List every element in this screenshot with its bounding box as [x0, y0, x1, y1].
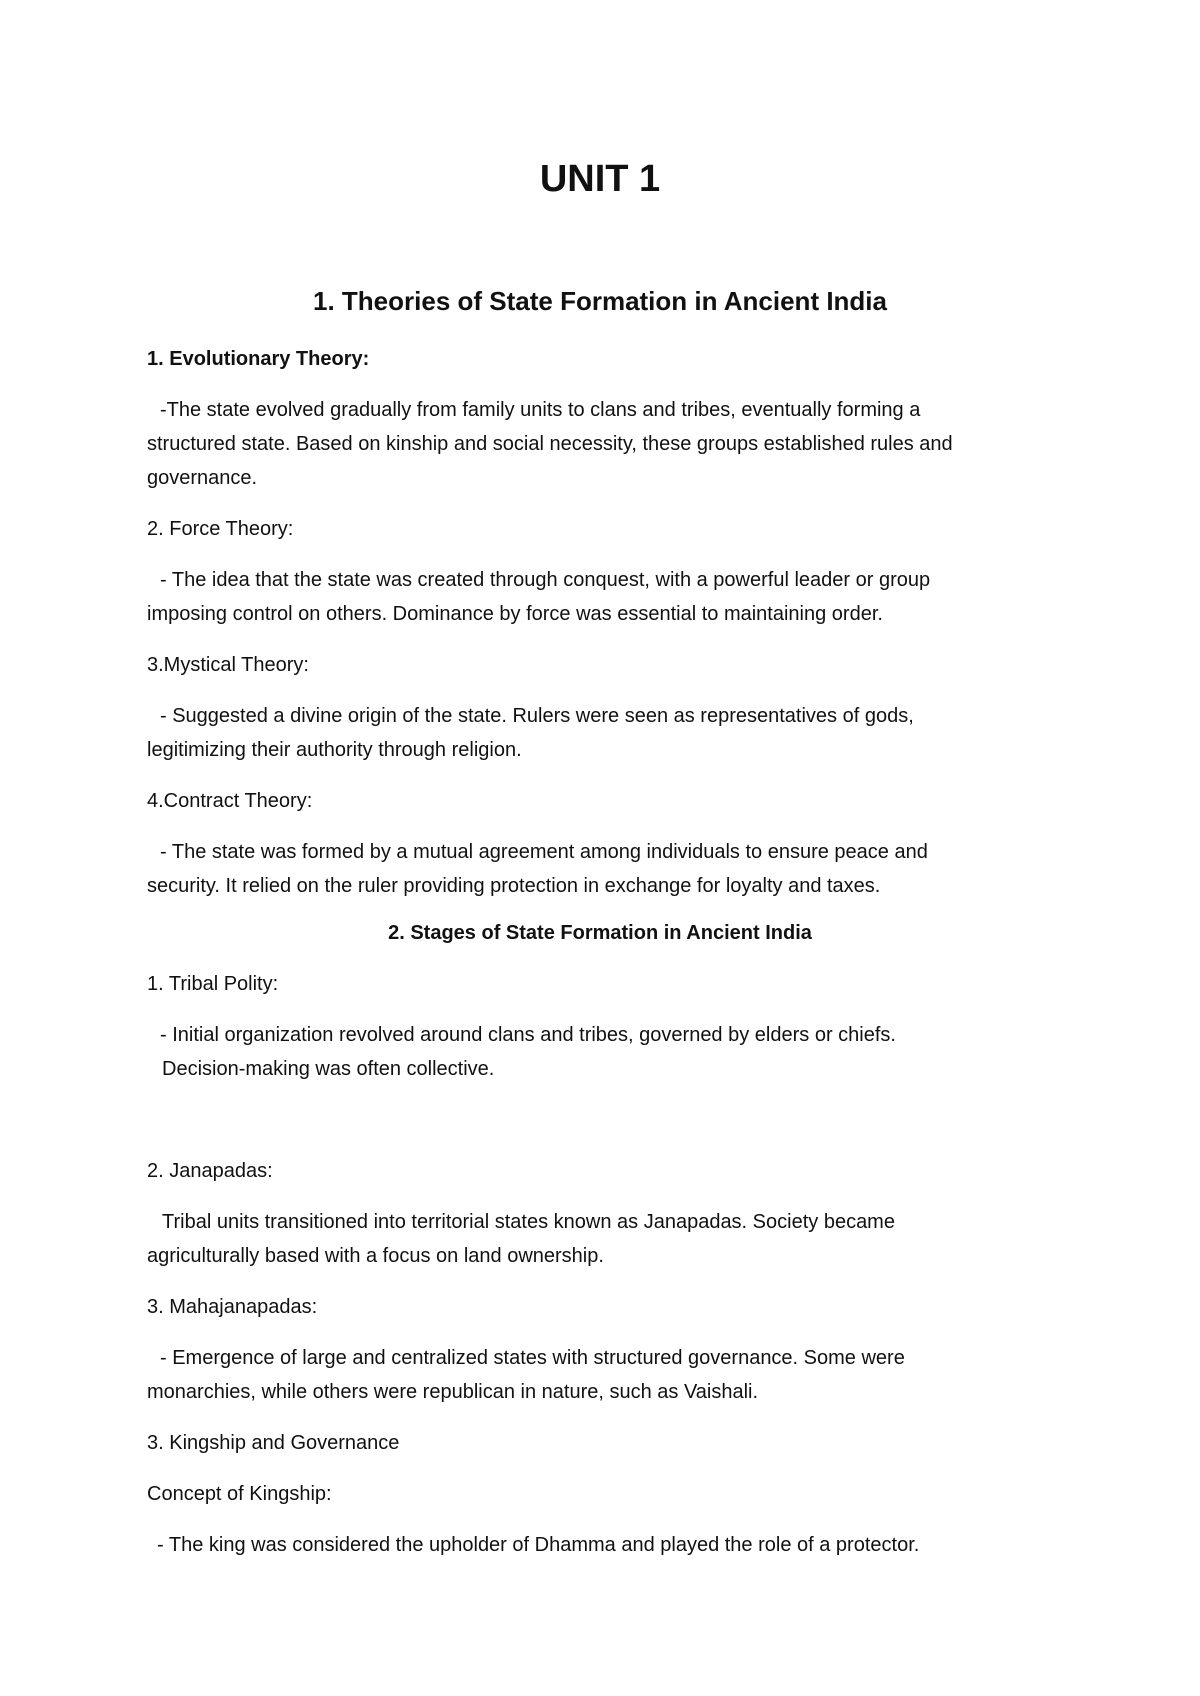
section2-heading: 2. Stages of State Formation in Ancient India: [388, 922, 812, 944]
concept-of-kingship-label: Concept of Kingship:: [147, 1483, 332, 1505]
concept-of-kingship-line-1: - The king was considered the upholder of Dhamma and played the role of a protector.: [157, 1534, 920, 1556]
contract-theory-line-2: security. It relied on the ruler providing protection in exchange for loyalty and taxes.: [147, 875, 881, 897]
mystical-theory-label: 3.Mystical Theory:: [147, 654, 309, 676]
section3-heading: 3. Kingship and Governance: [147, 1432, 400, 1454]
janapadas-line-1: Tribal units transitioned into territorial states known as Janapadas. Society became: [162, 1211, 895, 1233]
force-theory-line-2: imposing control on others. Dominance by force was essential to maintaining order.: [147, 603, 883, 625]
section1-heading: 1. Theories of State Formation in Ancient India: [313, 286, 887, 316]
mystical-theory-line-1: - Suggested a divine origin of the state. Rulers were seen as representatives of gods,: [160, 705, 914, 727]
mahajanapadas-line-2: monarchies, while others were republican in nature, such as Vaishali.: [147, 1381, 759, 1403]
evolutionary-theory-line-2: structured state. Based on kinship and social necessity, these groups established rules and: [147, 433, 953, 455]
janapadas-label: 2. Janapadas:: [147, 1160, 273, 1182]
unit-title: UNIT 1: [539, 158, 661, 200]
tribal-polity-line-1: - Initial organization revolved around clans and tribes, governed by elders or chiefs.: [160, 1024, 896, 1046]
tribal-polity-label: 1. Tribal Polity:: [147, 973, 279, 995]
force-theory-line-1: - The idea that the state was created through conquest, with a powerful leader or group: [160, 569, 931, 591]
janapadas-line-2: agriculturally based with a focus on land ownership.: [147, 1245, 604, 1267]
mystical-theory-line-2: legitimizing their authority through religion.: [147, 739, 522, 761]
mahajanapadas-label: 3. Mahajanapadas:: [147, 1296, 318, 1318]
tribal-polity-line-2: Decision-making was often collective.: [162, 1058, 495, 1080]
evolutionary-theory-line-1: -The state evolved gradually from family units to clans and tribes, eventually forming a: [160, 399, 921, 421]
evolutionary-theory-line-3: governance.: [147, 467, 258, 489]
evolutionary-theory-label: 1. Evolutionary Theory:: [147, 348, 370, 370]
force-theory-label: 2. Force Theory:: [147, 518, 294, 540]
contract-theory-label: 4.Contract Theory:: [147, 790, 313, 812]
contract-theory-line-1: - The state was formed by a mutual agreement among individuals to ensure peace and: [160, 841, 928, 863]
mahajanapadas-line-1: - Emergence of large and centralized states with structured governance. Some were: [160, 1347, 905, 1369]
